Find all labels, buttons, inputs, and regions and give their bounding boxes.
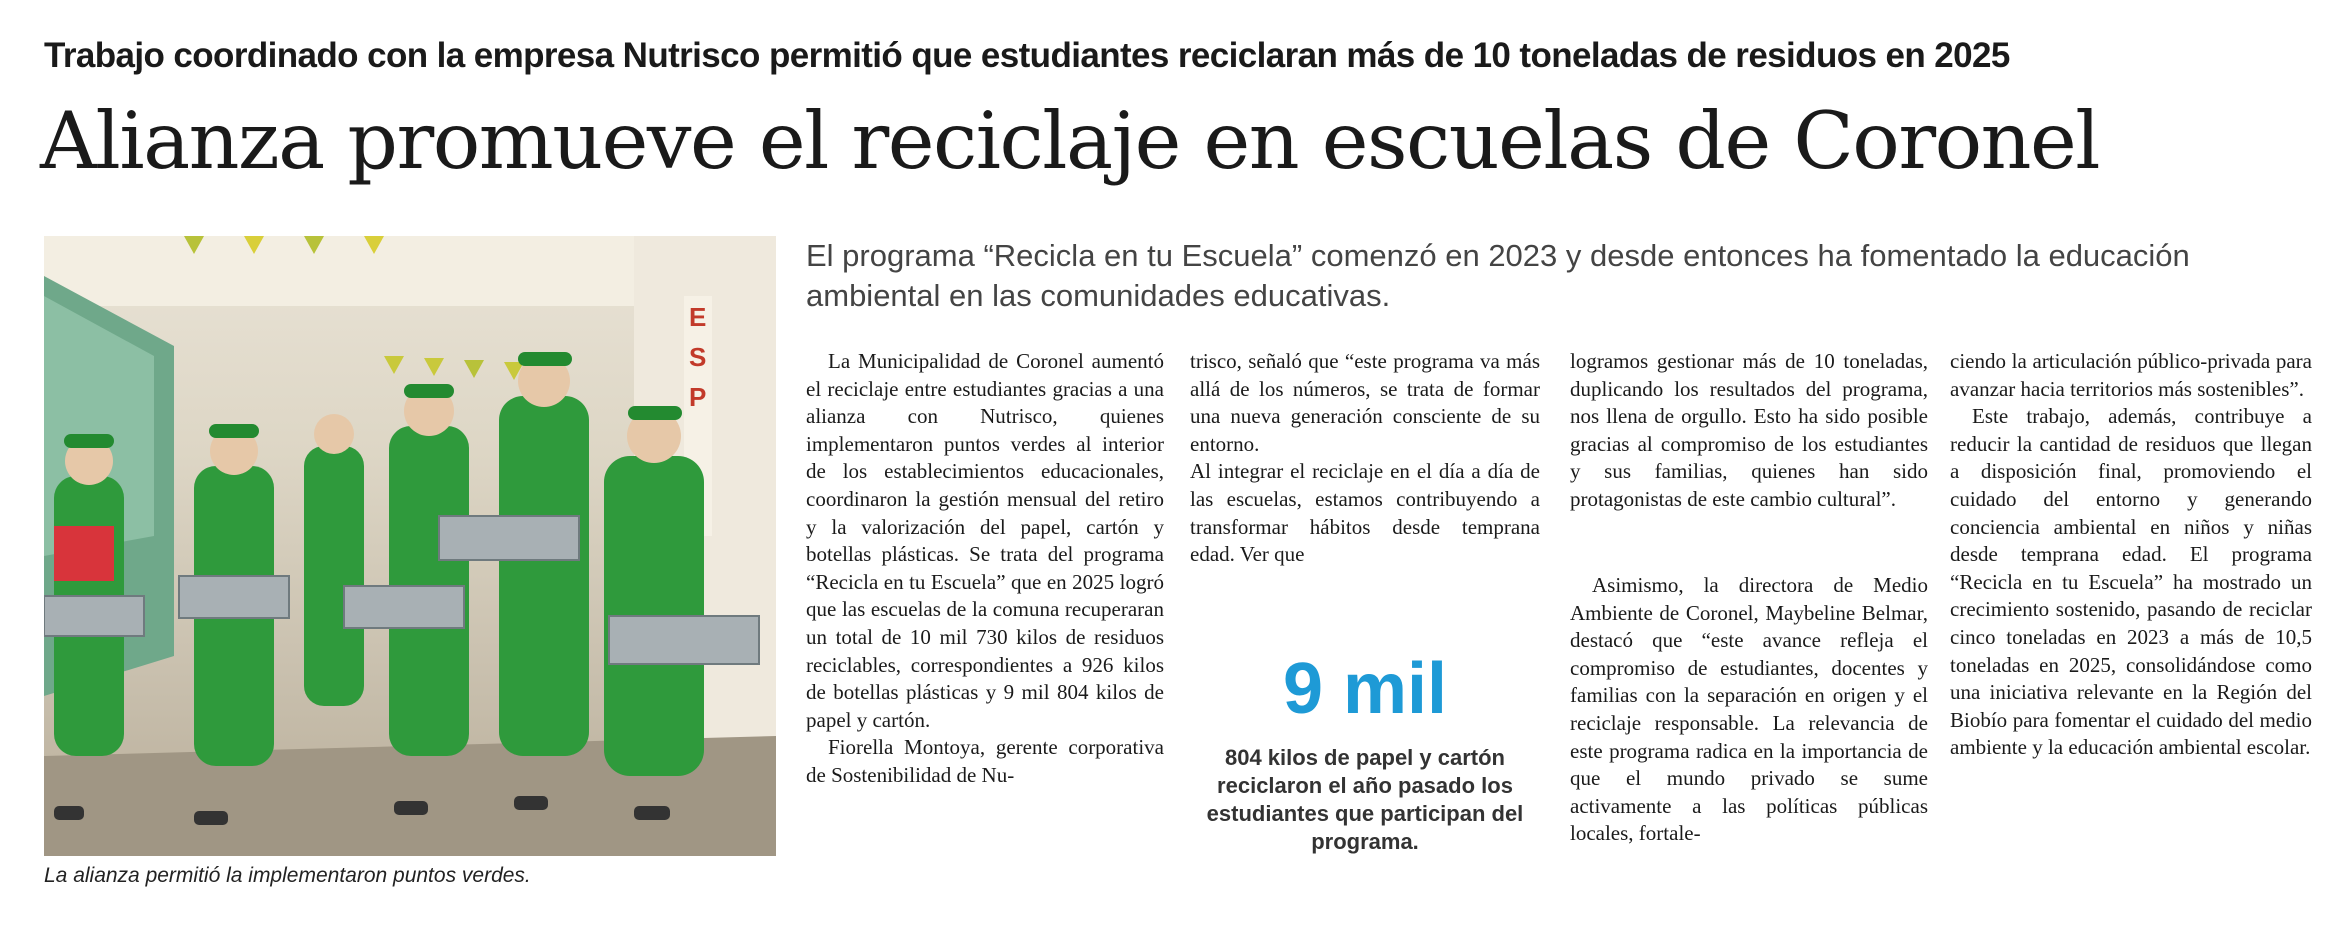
photo-caption: La alianza permitió la implementaron puntos verdes.	[44, 864, 531, 887]
article-kicker: Trabajo coordinado con la empresa Nutrisco permitió que estudiantes reciclaran más de 10 toneladas de residuos en 2025	[44, 36, 2010, 75]
article-photo	[44, 236, 776, 856]
svg-text:S: S	[689, 342, 707, 372]
body-paragraph: trisco, señaló que “este programa va más allá de los números, se trata de formar una nueva generación consciente de su entorno.	[1190, 349, 1540, 456]
body-column-2	[1190, 348, 1540, 569]
body-column-4	[1950, 348, 2312, 762]
article-headline: Alianza promueve el reciclaje en escuelas de Coronel	[40, 95, 2100, 187]
body-paragraph: ciendo la articulación público-privada para avanzar hacia territorios más sostenibles”.	[1950, 349, 2312, 401]
svg-text:P: P	[689, 382, 707, 412]
body-paragraph: Asimismo, la directora de Medio Ambiente de Coronel, Maybeline Belmar, destacó que “este avance refleja el compromiso de estudiantes, docentes y familias con la separación en origen y el reciclaje responsable. La relevancia de este programa radica en la importancia de que el mundo privado se sume activamente a las políticas públicas locales, fortale-	[1570, 573, 1928, 846]
body-paragraph: Este trabajo, además, contribuye a reducir la cantidad de residuos que llegan a disposición final, promoviendo el cuidado del entorno y generando conciencia ambiental en niños y niñas desde temprana edad. El programa “Recicla en tu Escuela” ha mostrado un crecimiento sostenido, pasando de reciclar cinco toneladas en 2023 a más de 10,5 toneladas en 2025, consolidándose como una iniciativa relevante en la Región del Biobío para fomentar el cuidado del medio ambiente y la educación ambiental escolar.	[1950, 404, 2312, 760]
article-lead: El programa “Recicla en tu Escuela” comenzó en 2023 y desde entonces ha fomentado la educación ambiental en las comunidades educativas.	[806, 238, 2190, 313]
body-paragraph: logramos gestionar más de 10 toneladas, duplicando los resultados del programa, nos llena de orgullo. Esto ha sido posible gracias al compromiso de los estudiantes y sus familias, quienes han sido protagonistas de este cambio cultural”.	[1570, 349, 1928, 511]
body-column-3a	[1570, 348, 1928, 558]
body-paragraph: Al integrar el reciclaje en el día a día de las escuelas, estamos contribuyendo a transformar hábitos desde temprana edad. Ver que	[1190, 459, 1540, 567]
body-paragraph: Fiorella Montoya, gerente corporativa de Sostenibilidad de Nu-	[806, 735, 1164, 787]
pull-quote	[1190, 650, 1540, 856]
pull-quote-text: 804 kilos de papel y cartón reciclaron el año pasado los estudiantes que participan del programa.	[1206, 745, 1524, 854]
svg-text:E: E	[689, 302, 707, 332]
body-column-1	[806, 348, 1164, 790]
pull-quote-figure: 9 mil	[1282, 649, 1448, 729]
students-recycling-illustration	[44, 236, 776, 856]
body-column-3b	[1570, 572, 1928, 848]
body-paragraph: La Municipalidad de Coronel aumentó el reciclaje entre estudiantes gracias a una alianza con Nutrisco, quienes implementaron puntos verdes al interior de los establecimientos educacionales, coordinaron la gestión mensual del retiro y la valorización del papel, cartón y botellas plásticas. Se trata del programa “Recicla en tu Escuela” que en 2025 logró que las escuelas de la comuna recuperaran un total de 10 mil 730 kilos de residuos reciclables, correspondientes a 926 kilos de botellas plásticas y 9 mil 804 kilos de papel y cartón.	[806, 349, 1164, 732]
